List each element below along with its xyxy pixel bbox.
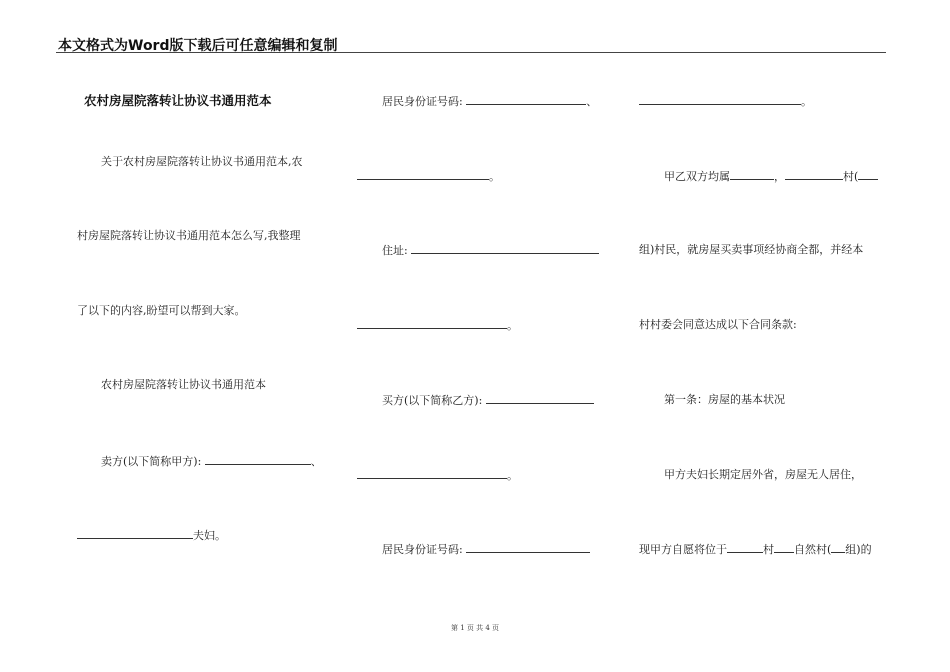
header-rule — [56, 52, 886, 53]
paragraph-line: 了以下的内容,盼望可以帮到大家。 — [77, 304, 246, 317]
parties-text: 甲乙双方均属 — [664, 170, 730, 183]
address-continuation-line — [357, 318, 518, 332]
full-stop: 。 — [489, 170, 500, 183]
buyer-id-continuation-line — [639, 94, 812, 108]
id-number-blank — [466, 94, 586, 105]
seller-label: 卖方(以下简称甲方): — [101, 455, 202, 468]
natural-village-blank — [774, 542, 794, 553]
page-footer: 第 1 页 共 4 页 — [450, 624, 500, 632]
address-blank — [357, 318, 507, 329]
natural-village-text: 自然村( — [794, 543, 832, 556]
second-id-line — [357, 169, 500, 183]
id-number-blank — [466, 542, 590, 553]
property-location-line — [639, 542, 872, 556]
group-blank — [858, 169, 878, 180]
buyer-line — [382, 393, 594, 407]
address-blank — [411, 243, 599, 254]
group-blank — [831, 542, 845, 553]
village-text: 村( — [843, 170, 859, 183]
address-label: 住址: — [382, 244, 408, 257]
id-number-label: 居民身份证号码: — [382, 543, 463, 556]
buyer-continuation-line — [357, 468, 518, 482]
clause-heading: 第一条：房屋的基本状况 — [664, 393, 785, 406]
id-number-blank — [639, 94, 801, 105]
seller-name-blank — [205, 454, 311, 465]
seller-line — [101, 454, 322, 468]
group-text: 组)的 — [845, 543, 872, 556]
buyer-name-blank — [357, 468, 507, 479]
buyer-id-line — [382, 542, 590, 556]
full-stop: 。 — [507, 319, 518, 332]
seller-address-line — [382, 243, 599, 257]
page-header-title: 本文格式为Word版下载后可任意编辑和复制 — [58, 38, 338, 54]
id-number-label: 居民身份证号码: — [382, 95, 463, 108]
paragraph-line: 农村房屋院落转让协议书通用范本 — [101, 378, 266, 391]
location-text: 现甲方自愿将位于 — [639, 543, 727, 556]
paragraph-line: 村村委会同意达成以下合同条款: — [639, 318, 797, 331]
seller-spouse-blank — [77, 528, 193, 539]
full-stop: 。 — [801, 95, 812, 108]
paragraph-line: 组)村民，就房屋买卖事项经协商全都，并经本 — [639, 243, 864, 256]
paragraph-line: 关于农村房屋院落转让协议书通用范本,农 — [101, 155, 303, 168]
couple-suffix: 夫妇。 — [193, 529, 226, 542]
seller-spouse-line — [77, 528, 226, 542]
seller-id-line — [382, 94, 597, 108]
comma: ， — [774, 170, 785, 183]
document-title: 农村房屋院落转让协议书通用范本 — [84, 93, 272, 108]
village-blank — [785, 169, 843, 180]
id-number-blank — [357, 169, 489, 180]
seller-separator: 、 — [310, 455, 322, 468]
township-blank — [730, 169, 774, 180]
paragraph-line: 村房屋院落转让协议书通用范本怎么写,我整理 — [77, 229, 301, 242]
village-text: 村 — [763, 543, 774, 556]
paragraph-line: 甲方夫妇长期定居外省，房屋无人居住， — [664, 468, 862, 481]
village-blank — [727, 542, 763, 553]
full-stop: 。 — [507, 469, 518, 482]
parties-village-line — [664, 169, 878, 183]
separator: 、 — [586, 95, 598, 108]
buyer-label: 买方(以下简称乙方): — [382, 394, 483, 407]
buyer-name-blank — [486, 393, 594, 404]
